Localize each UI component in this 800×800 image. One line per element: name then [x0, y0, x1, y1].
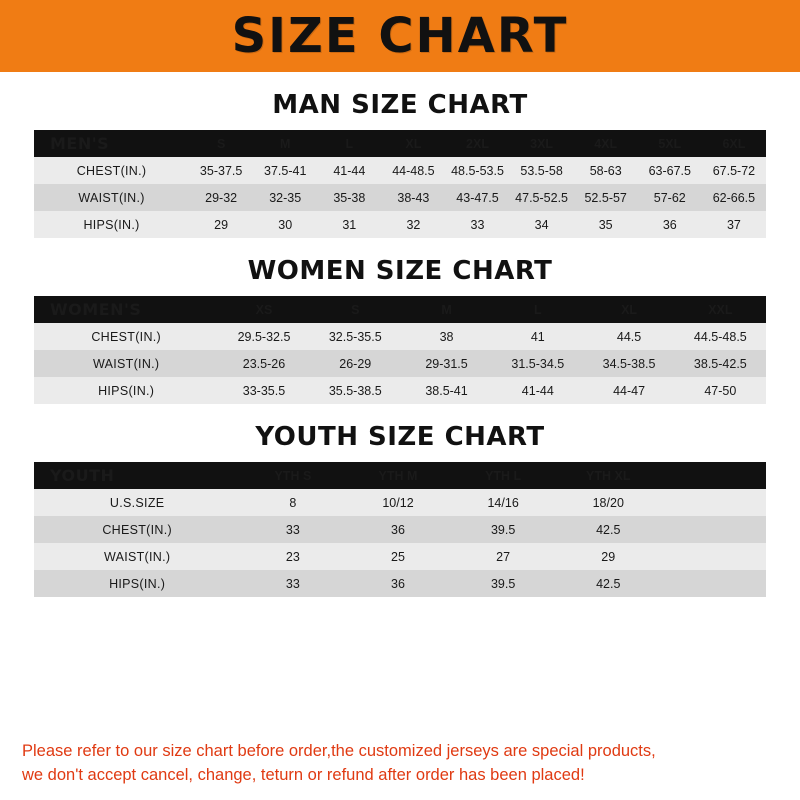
youth-col-s: YTH S [274, 468, 312, 483]
women-size-table [34, 296, 766, 404]
youth-col-l: YTH L [485, 468, 522, 483]
men-table-body [34, 157, 766, 238]
table-row [34, 184, 766, 211]
cell: 34 [534, 217, 549, 232]
youth-size-table [34, 462, 766, 597]
women-table-head [34, 296, 766, 323]
youth-col-spacer [661, 462, 766, 489]
cell: 10/12 [382, 495, 414, 510]
women-col-xxl: XXL [708, 302, 733, 317]
cell: 37.5-41 [264, 163, 307, 178]
men-corner-label: MEN'S [50, 134, 110, 153]
cell: 33 [470, 217, 485, 232]
women-table-wrap [34, 296, 766, 404]
cell: 63-67.5 [648, 163, 691, 178]
cell: 44.5 [616, 329, 642, 344]
men-section-heading: MAN SIZE CHART [272, 90, 528, 120]
cell: 35-38 [333, 190, 366, 205]
men-table-wrap [34, 130, 766, 238]
table-row [34, 489, 766, 516]
table-row [34, 543, 766, 570]
cell: 38.5-42.5 [693, 356, 747, 371]
women-row-label-waist: WAIST(IN.) [92, 356, 160, 371]
cell: 38-43 [397, 190, 430, 205]
cell: 36 [391, 522, 405, 537]
cell: 35.5-38.5 [328, 383, 382, 398]
cell: 67.5-72 [712, 163, 756, 178]
men-row-label-hips: HIPS(IN.) [83, 217, 140, 232]
men-col-3xl: 3XL [530, 136, 554, 151]
cell: 18/20 [592, 495, 624, 510]
cell: 29 [601, 549, 616, 564]
cell: 53.5-58 [520, 163, 563, 178]
cell: 23.5-26 [242, 356, 286, 371]
cell: 62-66.5 [712, 190, 756, 205]
cell: 35 [598, 217, 613, 232]
cell: 52.5-57 [584, 190, 627, 205]
women-row-label-chest: CHEST(IN.) [91, 329, 162, 344]
cell: 41 [530, 329, 545, 344]
cell: 43-47.5 [456, 190, 499, 205]
men-col-s: S [216, 136, 226, 151]
youth-row-label-waist: WAIST(IN.) [103, 549, 171, 564]
men-col-xl: XL [405, 136, 422, 151]
table-row [34, 516, 766, 543]
cell: 29-31.5 [425, 356, 468, 371]
women-col-m: M [441, 302, 452, 317]
header-banner [0, 0, 800, 72]
cell-spacer [661, 489, 766, 516]
youth-col-m: YTH M [378, 468, 418, 483]
cell: 27 [496, 549, 511, 564]
cell-spacer [661, 543, 766, 570]
men-col-m: M [280, 136, 291, 151]
men-col-4xl: 4XL [594, 136, 618, 151]
youth-row-label-chest: CHEST(IN.) [102, 522, 172, 537]
cell: 31 [342, 217, 357, 232]
women-section-heading: WOMEN SIZE CHART [247, 256, 553, 286]
women-col-l: L [533, 302, 542, 317]
cell: 33 [285, 576, 300, 591]
cell: 25 [391, 549, 405, 564]
cell: 58-63 [589, 163, 622, 178]
women-corner-label: WOMEN'S [50, 300, 142, 319]
note-line-1: Please refer to our size chart before order,the customized jerseys are special products, [22, 742, 656, 761]
cell: 31.5-34.5 [511, 356, 565, 371]
youth-row-label-ussize: U.S.SIZE [109, 495, 165, 510]
table-row [34, 157, 766, 184]
page-title: SIZE CHART [231, 8, 569, 64]
cell: 32 [406, 217, 421, 232]
table-row [34, 323, 766, 350]
men-row-label-chest: CHEST(IN.) [76, 163, 147, 178]
cell: 23 [285, 549, 300, 564]
women-col-xs: XS [255, 302, 273, 317]
cell: 42.5 [596, 522, 621, 537]
cell: 36 [662, 217, 677, 232]
cell: 47-50 [704, 383, 737, 398]
women-header-row [34, 296, 766, 323]
cell-spacer [661, 570, 766, 597]
cell: 37 [726, 217, 741, 232]
cell: 32.5-35.5 [328, 329, 382, 344]
youth-table-body [34, 489, 766, 597]
men-size-table [34, 130, 766, 238]
cell: 14/16 [487, 495, 519, 510]
men-col-2xl: 2XL [466, 136, 489, 151]
cell: 30 [278, 217, 293, 232]
table-row [34, 350, 766, 377]
cell: 44-48.5 [392, 163, 435, 178]
cell: 39.5 [490, 522, 516, 537]
cell: 39.5 [490, 576, 516, 591]
cell: 33-35.5 [242, 383, 286, 398]
cell: 38 [439, 329, 454, 344]
cell: 32-35 [269, 190, 302, 205]
cell: 44.5-48.5 [693, 329, 747, 344]
cell: 26-29 [339, 356, 372, 371]
cell: 29 [214, 217, 229, 232]
cell: 8 [289, 495, 297, 510]
cell: 36 [391, 576, 405, 591]
men-header-row [34, 130, 766, 157]
youth-corner-label: YOUTH [50, 466, 115, 485]
men-row-label-waist: WAIST(IN.) [78, 190, 145, 205]
youth-header-row [34, 462, 766, 489]
cell: 34.5-38.5 [602, 356, 656, 371]
women-table-body [34, 323, 766, 404]
women-col-s: S [351, 302, 360, 317]
cell: 41-44 [521, 383, 554, 398]
youth-table-head [34, 462, 766, 489]
order-policy-note [0, 740, 800, 788]
note-line-2: we don't accept cancel, change, teturn or refund after order has been placed! [22, 766, 585, 785]
men-col-5xl: 5XL [658, 136, 682, 151]
cell: 38.5-41 [425, 383, 468, 398]
table-row [34, 377, 766, 404]
cell: 44-47 [613, 383, 646, 398]
table-row [34, 570, 766, 597]
cell: 48.5-53.5 [451, 163, 504, 178]
table-row [34, 211, 766, 238]
cell: 29-32 [205, 190, 238, 205]
cell: 35-37.5 [199, 163, 243, 178]
youth-section-heading: YOUTH SIZE CHART [255, 422, 545, 452]
youth-table-wrap [34, 462, 766, 597]
youth-row-label-hips: HIPS(IN.) [109, 576, 166, 591]
cell-spacer [661, 516, 766, 543]
cell: 33 [285, 522, 300, 537]
cell: 57-62 [653, 190, 686, 205]
cell: 42.5 [596, 576, 621, 591]
cell: 29.5-32.5 [237, 329, 291, 344]
men-col-6xl: 6XL [722, 136, 746, 151]
women-row-label-hips: HIPS(IN.) [98, 383, 155, 398]
cell: 41-44 [333, 163, 366, 178]
men-table-head [34, 130, 766, 157]
cell: 47.5-52.5 [515, 190, 568, 205]
men-col-l: L [345, 136, 354, 151]
women-col-xl: XL [621, 302, 638, 317]
youth-col-xl: YTH XL [586, 468, 631, 483]
